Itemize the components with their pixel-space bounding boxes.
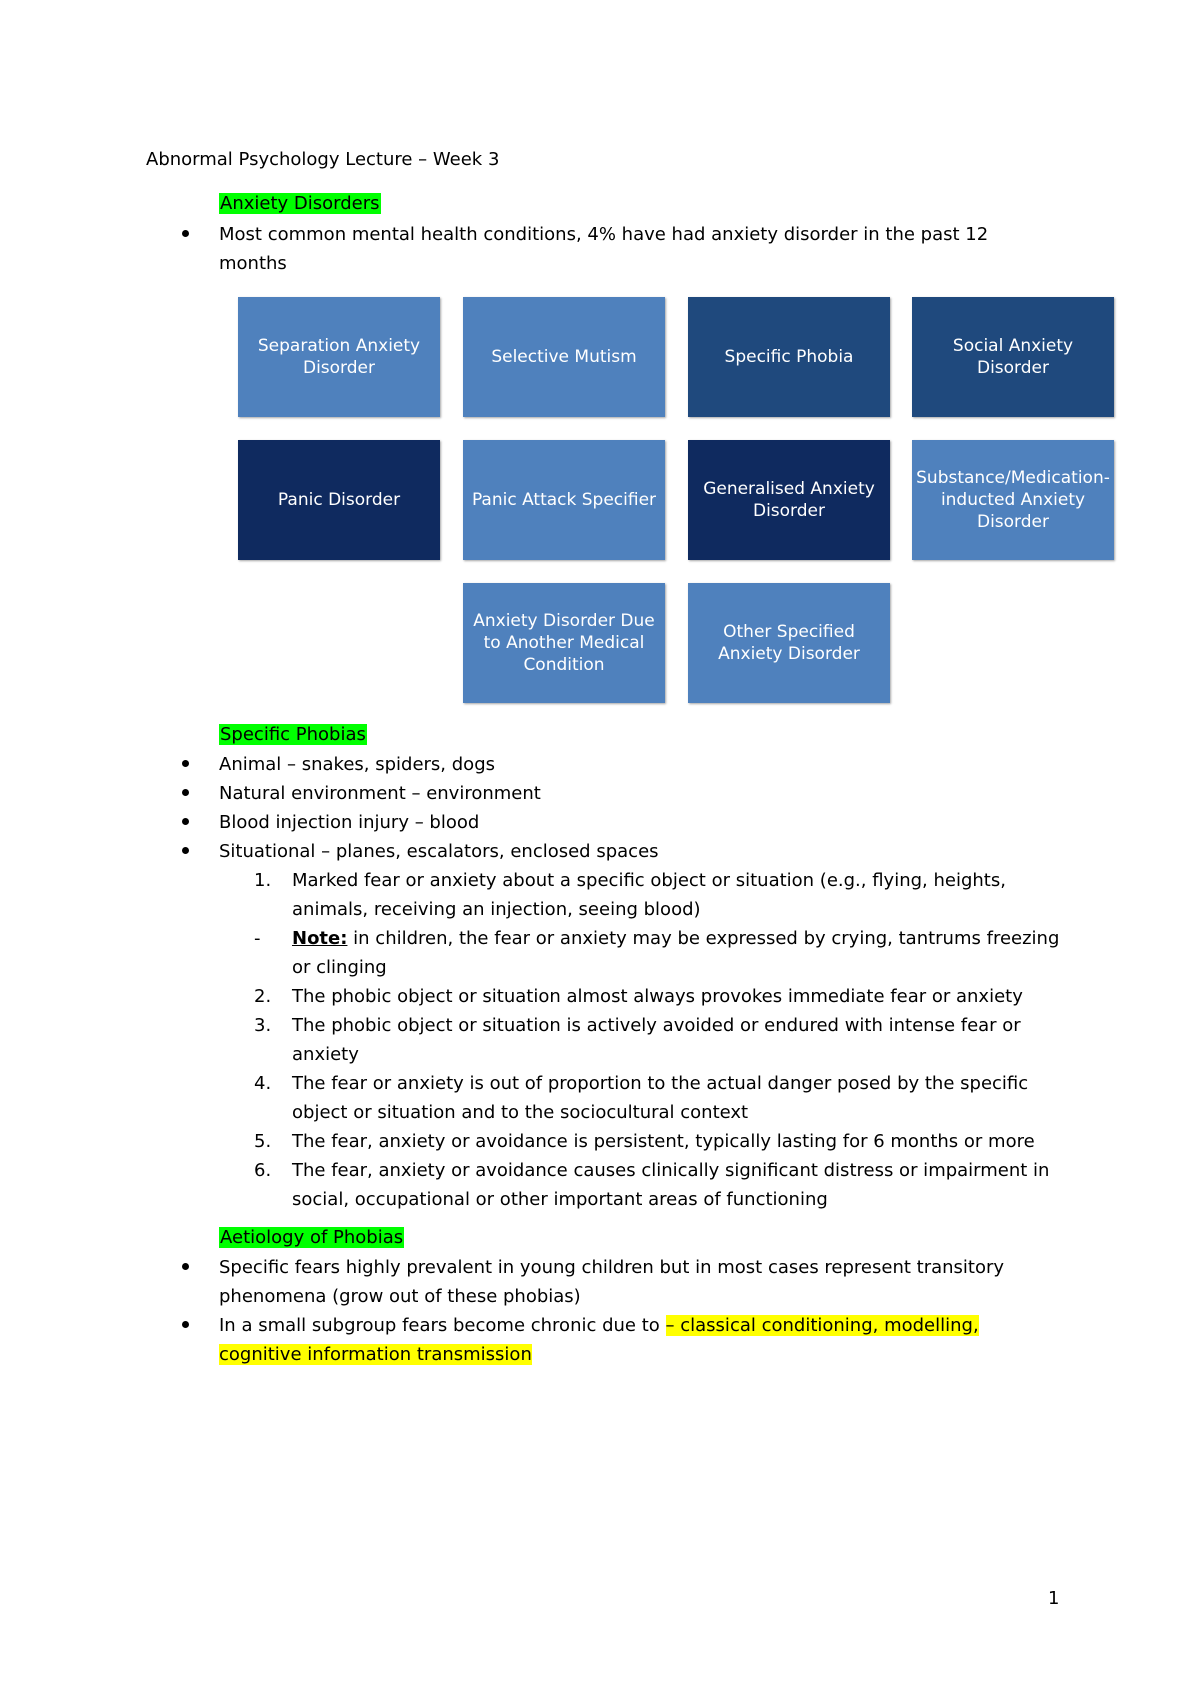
diagram-box: [238, 440, 440, 560]
list-marker: 3.: [254, 1015, 272, 1036]
diagram-box: [238, 297, 440, 417]
list-item: [0, 1127, 1059, 1156]
diagram-box: [688, 583, 890, 703]
list-marker: 4.: [254, 1073, 272, 1094]
diagram-box-label: Panic Disorder: [277, 490, 401, 510]
diagram-box: [912, 297, 1114, 417]
criterion-text: The fear, anxiety or avoidance is persistent, typically lasting for 6 months or more: [292, 1131, 1035, 1152]
bullet-text: Most common mental health conditions, 4% have had anxiety disorder in the past 12: [219, 224, 989, 245]
heading-anxiety-disorders-text: Anxiety Disorders: [220, 193, 380, 214]
list-marker: 6.: [254, 1160, 272, 1181]
diagram-box-label: Specific Phobia: [724, 347, 854, 367]
diagram-box-label: Anxiety Disorder Due to Another Medical Condition: [473, 611, 655, 675]
diagram-box-label: Panic Attack Specifier: [471, 490, 657, 510]
criterion-text: or clinging: [292, 957, 387, 978]
bullet-plain-text: In a small subgroup fears become chronic due to: [219, 1315, 666, 1336]
criterion-text: The fear or anxiety is out of proportion to the actual danger posed by the specific: [292, 1073, 1029, 1094]
bullet-icon: [182, 760, 189, 767]
note-label: Note:: [292, 928, 348, 949]
diagram-box: [463, 297, 665, 417]
list-item: [0, 779, 659, 808]
criterion-text: [292, 924, 1059, 953]
list-item: [0, 982, 1059, 1011]
diagram-box: [688, 440, 890, 560]
list-item: [0, 924, 1059, 982]
bullet-text: [219, 1311, 1004, 1340]
highlighted-text: – classical conditioning, modelling,: [665, 1315, 979, 1336]
aetiology-bullets: [0, 1253, 1004, 1369]
list-item: [0, 1311, 1004, 1369]
list-item: [0, 1156, 1059, 1214]
list-item: [0, 1253, 1004, 1311]
specific-phobias-bullets: [0, 750, 659, 866]
diagram-box-label: Substance/Medication-inducted Anxiety Disorder: [916, 468, 1110, 532]
document-title: Abnormal Psychology Lecture – Week 3: [146, 149, 500, 170]
bullet-icon: [182, 847, 189, 854]
diagram-box: [688, 297, 890, 417]
diagram-box-label: Generalised Anxiety Disorder: [703, 479, 875, 521]
criterion-text: object or situation and to the sociocultural context: [292, 1102, 749, 1123]
list-marker: 2.: [254, 986, 272, 1007]
bullet-text: Situational – planes, escalators, enclosed spaces: [219, 841, 659, 862]
highlighted-text: cognitive information transmission: [219, 1344, 532, 1365]
diagram-box: [463, 440, 665, 560]
bullet-icon: [182, 230, 189, 237]
criterion-text: animals, receiving an injection, seeing blood): [292, 899, 701, 920]
heading-aetiology-of-phobias-text: Aetiology of Phobias: [220, 1227, 404, 1248]
page-number: 1: [1048, 1588, 1060, 1609]
bullet-text: Blood injection injury – blood: [219, 812, 480, 833]
heading-anxiety-disorders: [219, 192, 381, 215]
heading-specific-phobias-text: Specific Phobias: [220, 724, 366, 745]
dsm-criteria-list: [0, 866, 1059, 1214]
bullet-text: [219, 1340, 1004, 1369]
criterion-text: The phobic object or situation almost always provokes immediate fear or anxiety: [292, 986, 1023, 1007]
note-text: in children, the fear or anxiety may be expressed by crying, tantrums freezing: [347, 928, 1060, 949]
diagram-box: [463, 583, 665, 703]
list-item: [0, 1069, 1059, 1127]
criterion-text: social, occupational or other important areas of functioning: [292, 1189, 828, 1210]
bullet-icon: [182, 1263, 189, 1270]
criterion-text: anxiety: [292, 1044, 359, 1065]
bullet-text: phenomena (grow out of these phobias): [219, 1286, 581, 1307]
list-marker: 5.: [254, 1131, 272, 1152]
bullet-icon: [182, 789, 189, 796]
heading-aetiology-of-phobias: [219, 1226, 404, 1249]
bullet-text: Specific fears highly prevalent in young children but in most cases represent transitory: [219, 1257, 1005, 1278]
list-item: [0, 220, 988, 278]
anxiety-disorders-diagram: [0, 0, 1200, 720]
diagram-box-label: Selective Mutism: [491, 347, 637, 367]
bullet-text: Natural environment – environment: [219, 783, 541, 804]
bullet-icon: [182, 1321, 189, 1328]
diagram-box-label: Other Specified Anxiety Disorder: [718, 622, 860, 664]
list-item: [0, 1011, 1059, 1069]
list-item: [0, 837, 659, 866]
diagram-box-label: Separation Anxiety Disorder: [257, 336, 421, 378]
list-item: [0, 808, 659, 837]
bullet-icon: [182, 818, 189, 825]
list-marker: -: [254, 928, 261, 949]
heading-specific-phobias: [219, 723, 367, 746]
bullet-text: Animal – snakes, spiders, dogs: [219, 754, 495, 775]
bullet-text: months: [219, 253, 287, 274]
anxiety-disorders-bullets: [0, 220, 988, 278]
diagram-box-label: Social Anxiety Disorder: [952, 336, 1074, 378]
list-item: [0, 866, 1059, 924]
list-marker: 1.: [254, 870, 272, 891]
criterion-text: The fear, anxiety or avoidance causes clinically significant distress or impairment in: [292, 1160, 1050, 1181]
criterion-text: The phobic object or situation is actively avoided or endured with intense fear or: [292, 1015, 1021, 1036]
diagram-box: [912, 440, 1114, 560]
list-item: [0, 750, 659, 779]
criterion-text: Marked fear or anxiety about a specific object or situation (e.g., flying, heights,: [292, 870, 1006, 891]
